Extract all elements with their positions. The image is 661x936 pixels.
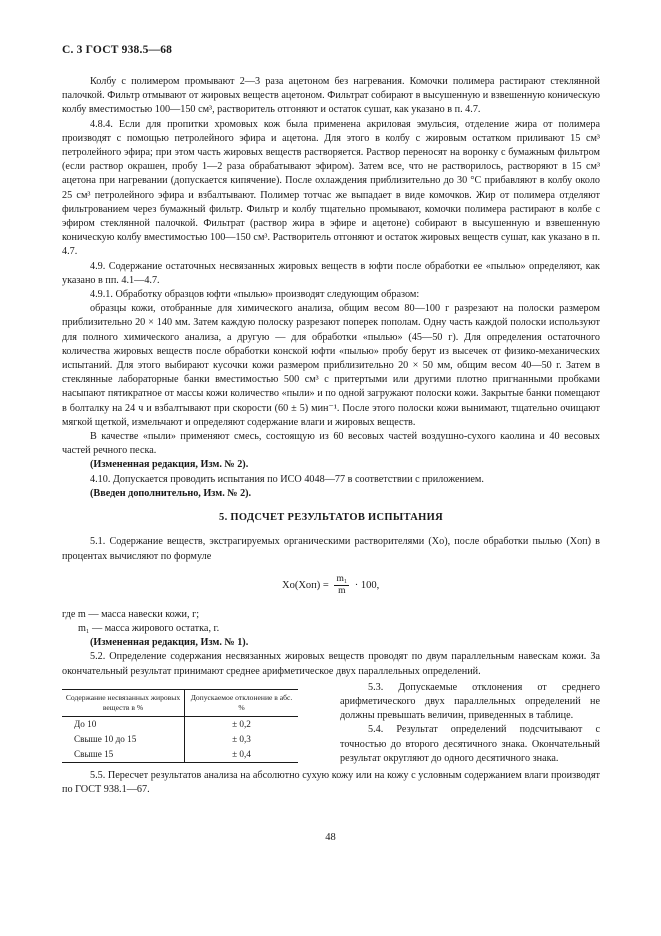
paragraph: 4.10. Допускается проводить испытания по ИСО 4048—77 в соответствии с приложением. [90, 473, 484, 485]
paragraph: 4.8.4. Если для пропитки хромовых кож была применена акриловая эмульсия, отделение жира от полимера производят с помощью петролейного эфира и ацетона. Для этого в колбу с жировым остатком приливают 15 см³ петролейного эфира; при этом часть жировых веществ растворяется. Раствор переносят на воронку с бумажным фильтром (если раствор окрашен, пробу 1—2 раза обрабатывают эфиром). Затем все, что не растворилось, растворяют в 15 см³ ацетона при нагревании (допускается кипячение). После охлаждения приблизительно до 30 °С прибавляют в колбу около 25 см³ петролейного эфира и взбалтывают. Полимер тотчас же выпадает в виде комочков. Жир от полимера отделяют фильтрованием через бумажный фильтр. Фильтр и колбу тщательно промывают, комочки полимера растирают в колбе с эфиром стеклянной палочкой. Фильтрат (раствор жира в эфире и ацетоне) собирают в высушенную и взвешенную коническую колбу вместимостью 100—150 см³. Растворитель отгоняют и остаток жировых веществ сушат, как указано в п. 4.7. [62, 118, 600, 258]
paragraph: 4.9.1. Обработку образцов юфти «пылью» производят следующим образом: [90, 289, 420, 301]
paragraph: 5.5. Пересчет результатов анализа на абсолютно сухую кожу или на кожу с условным содержанием влаги производят по ГОСТ 938.1—67. [62, 769, 600, 795]
section-title: 5. ПОДСЧЕТ РЕЗУЛЬТАТОВ ИСПЫТАНИЯ [219, 512, 443, 524]
paragraph: 4.9. Содержание остаточных несвязанных жировых веществ в юфти после обработки ее «пылью» определяют, как указано в пп. 4.1—4.7. [62, 260, 600, 286]
paragraph: 5.2. Определение содержания несвязанных жировых веществ проводят по двум параллельным навескам кожи. За окончательный результат принимают среднее арифметическое двух параллельных определений. [62, 651, 600, 677]
paragraph: Колбу с полимером промывают 2—3 раза ацетоном без нагревания. Комочки полимера растирают стеклянной палочкой. Фильтр отмывают от жировых веществ ацетоном. Фильтрат собирают в высушенную и взвешенную коническую колбу вместимостью 100—150 см³, растворитель отгоняют и остаток сушат, как указано в п. 4.7. [62, 76, 600, 116]
table-and-notes [62, 681, 600, 769]
paragraph: образцы кожи, отобранные для химического анализа, общим весом 80—100 г разрезают на полоски размером приблизительно 20 × 140 мм. Затем каждую полоску разрезают поперек пополам. Одну часть каждой полоски используют для полного химического анализа, а другую — для обработки «пылью» (45—50 г). Для определения остаточного количества жировых веществ после обработки конской юфти «пылью» пробу берут из высечек от физико-механических испытаний. Для этого выбирают кусочки кожи размером приблизительно 20 × 50 мм, общим весом 40—50 г. Затем в стеклянные лабораторные банки вместимостью 500 см³ с притертыми или другими плотно пригнанными пробками насыпают пятикратное от массы кожи количество «пыли» и по одной загружают полоски кожи. Закрытые банки помещают в болталку на 24 ч и взбалтывают при скорости (60 ± 5) мин⁻¹. После этого полоски кожи вынимают, тщательно очищают мягкой щеткой, измельчают и определяют содержание влаги и жировых веществ. [62, 303, 600, 428]
amendment-note: (Введен дополнительно, Изм. № 2). [90, 487, 252, 499]
table-header: Содержание несвязанных жировых веществ в % [62, 689, 185, 716]
formula-fraction [334, 574, 349, 597]
paragraph: 5.4. Результат определений подсчитывают с точностью до второго десятичного знака. Окончательный результат округляют до одного десятичного знака. [340, 724, 600, 764]
formula-lhs: Xо(Xоп) = [282, 579, 329, 591]
formula-numerator: m₁ [336, 573, 348, 584]
table-cell: До 10 [62, 716, 185, 732]
formula-rhs: · 100, [354, 579, 380, 591]
amendment-note: (Измененная редакция, Изм. № 2). [90, 459, 249, 471]
formula-denominator: m [338, 585, 346, 596]
formula-legend: где m — масса навески кожи, г; [62, 608, 200, 620]
amendment-note: (Измененная редакция, Изм. № 1). [90, 637, 249, 649]
formula [62, 570, 600, 600]
table-row [62, 732, 298, 747]
table-header: Допускаемое отклонение в абс. % [185, 689, 299, 716]
table-cell: Свыше 10 до 15 [62, 732, 185, 747]
paragraph: В качестве «пыли» применяют смесь, состоящую из 60 весовых частей воздушно-сухого каолина и 40 весовых частей речного песка. [62, 431, 600, 457]
formula-legend: m₁ — масса жирового остатка, г. [78, 622, 220, 634]
page-number: 48 [325, 832, 336, 843]
table-cell: ± 0,3 [232, 733, 251, 744]
table-cell: ± 0,2 [232, 718, 251, 729]
right-column [340, 681, 600, 766]
table-row [62, 716, 298, 732]
tolerance-table [62, 689, 298, 763]
paragraph: 5.1. Содержание веществ, экстрагируемых органическими растворителями (Xо), после обработки пылью (Xоп) в процентах вычисляют по формуле [62, 536, 600, 562]
paragraph: 5.3. Допускаемые отклонения от среднего арифметического двух параллельных определений не должны превышать величин, приведенных в таблице. [340, 681, 600, 722]
table-cell: ± 0,4 [185, 747, 299, 763]
document-body [62, 75, 600, 797]
table-cell: Свыше 15 [62, 747, 185, 763]
page-header: С. 3 ГОСТ 938.5—68 [62, 44, 173, 56]
table-row [62, 747, 298, 763]
